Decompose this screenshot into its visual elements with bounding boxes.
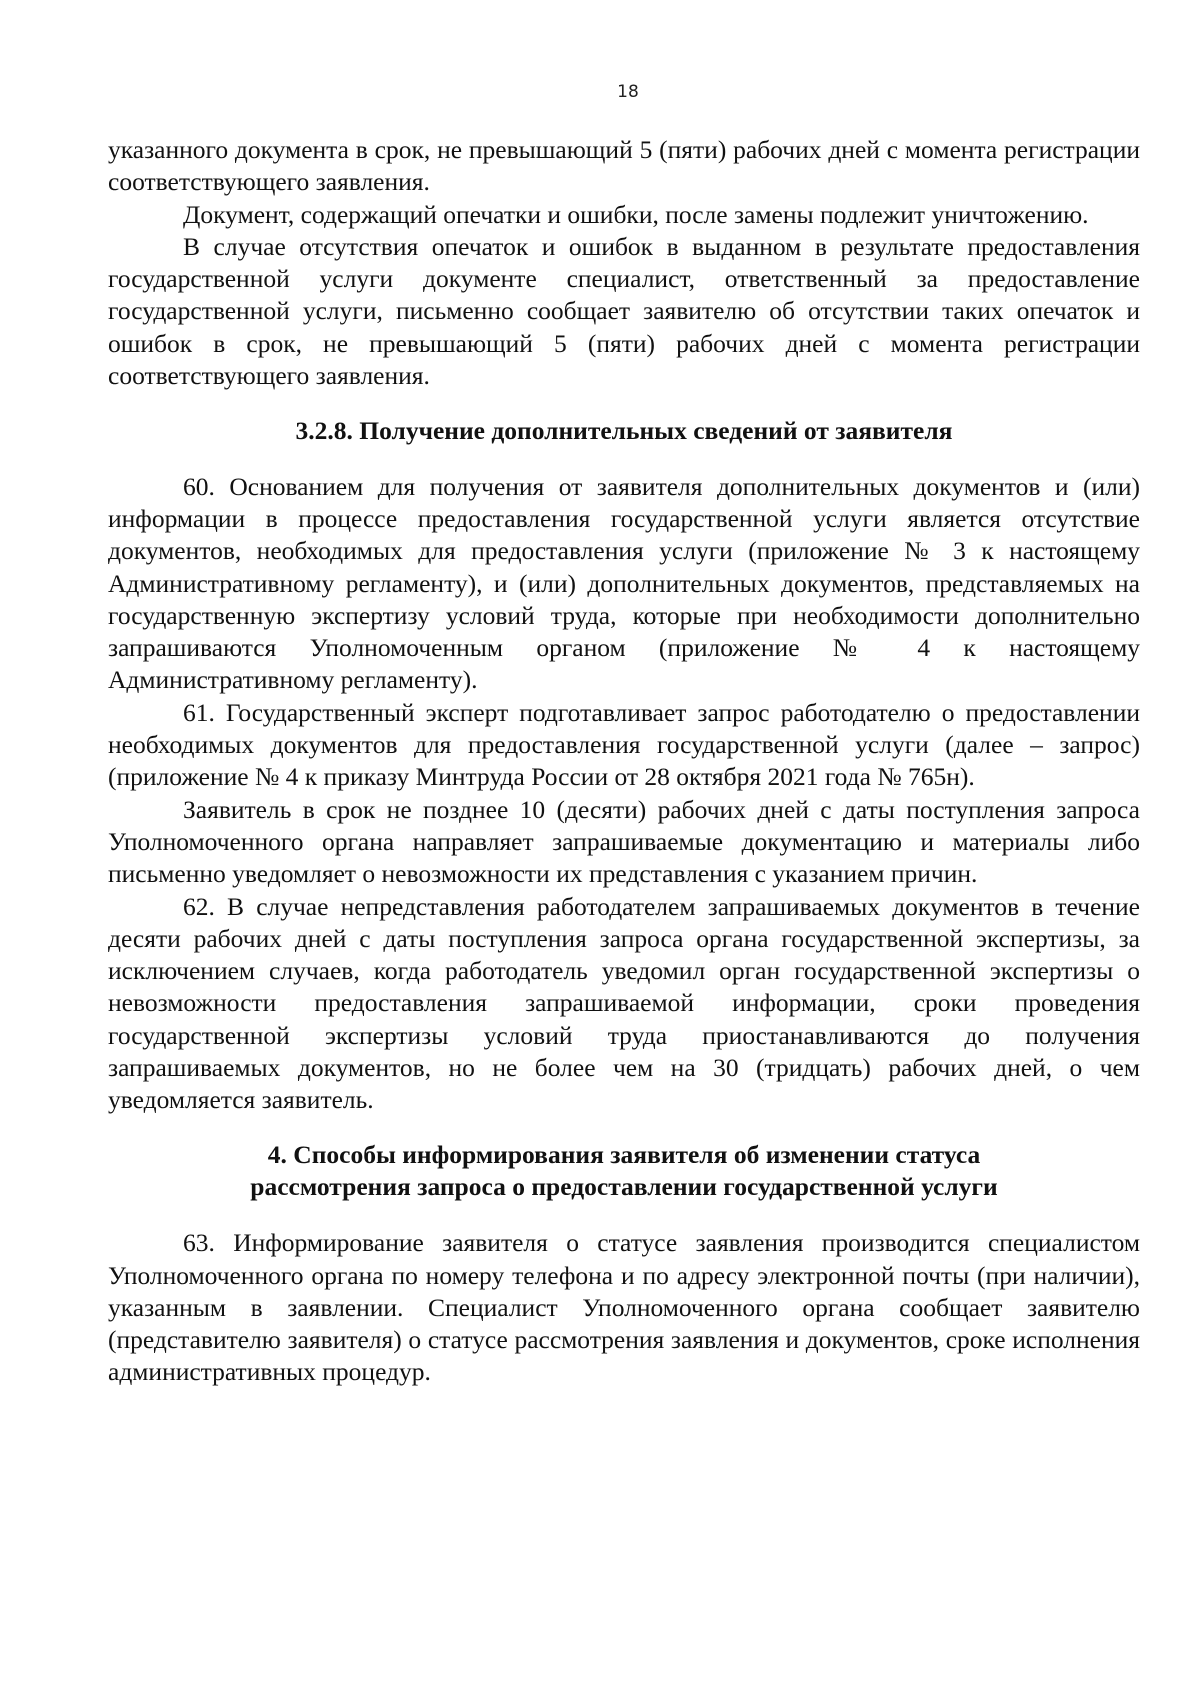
paragraph-applicant-deadline: Заявитель в срок не позднее 10 (десяти) рабочих дней с даты поступления запроса Уполномоченного органа направляет запрашиваемые документацию и материалы либо письменно уведомляет о невозможности их представления с указанием причин. — [108, 794, 1140, 889]
section-heading-4-line2: рассмотрения запроса о предоставлении государственной услуги — [250, 1171, 998, 1201]
paragraph-document-destruction: Документ, содержащий опечатки и ошибки, после замены подлежит уничтожению. — [183, 199, 1089, 229]
spacer — [108, 448, 1140, 471]
paragraph-61: 61. Государственный эксперт подготавливает запрос работодателю о предоставлении необходимых документов для предоставления государственной услуги (далее – запрос) (приложение № 4 к приказу Минтруда России от 28 октября 2021 года № 765н). — [108, 697, 1140, 792]
page-number: 18 — [617, 82, 639, 102]
paragraph-62: 62. В случае непредставления работодателем запрашиваемых документов в течение десяти рабочих дней с даты поступления запроса органа государственной экспертизы, за исключением случаев, когда работодатель уведомил орган государственной экспертизы о невозможности предоставления запрашиваемой информации, сроки проведения государственной экспертизы условий труда приостанавливаются до получения запрашиваемых документов, но не более чем на 30 (тридцать) рабочих дней, о чем уведомляется заявитель. — [108, 891, 1140, 1115]
paragraph-continuation: указанного документа в срок, не превышающий 5 (пяти) рабочих дней с момента регистрации соответствующего заявления. — [108, 135, 1140, 197]
paragraph-60: 60. Основанием для получения от заявителя дополнительных документов и (или) информации в процессе предоставления государственной услуги является отсутствие документов, необходимых для предоставления услуги (приложение № 3 к настоящему Административному регламенту), и (или) дополнительных документов, представляемых на государственную экспертизу условий труда, которые при необходимости дополнительно запрашиваются Уполномоченным органом (приложение № 4 к настоящему Административному регламенту). — [108, 471, 1140, 695]
paragraph-63: 63. Информирование заявителя о статусе заявления производится специалистом Уполномоченного органа по номеру телефона и по адресу электронной почты (при наличии), указанным в заявлении. Специалист Уполномоченного органа сообщает заявителю (представителю заявителя) о статусе рассмотрения заявления и документов, сроке исполнения административных процедур. — [108, 1228, 1140, 1387]
page-content — [108, 134, 1140, 1389]
section-heading-4-line1: 4. Способы информирования заявителя об изменении статуса — [267, 1139, 981, 1169]
spacer — [108, 1203, 1140, 1227]
spacer — [108, 1117, 1140, 1139]
section-heading-4 — [108, 1139, 1140, 1204]
section-heading-3-2-8: 3.2.8. Получение дополнительных сведений от заявителя — [295, 416, 953, 446]
spacer — [108, 392, 1140, 415]
paragraph-no-errors: В случае отсутствия опечаток и ошибок в выданном в результате предоставления государственной услуги документе специалист, ответственный за предоставление государственной услуги, письменно сообщает заявителю об отсутствии таких опечаток и ошибок в срок, не превышающий 5 (пяти) рабочих дней с момента регистрации соответствующего заявления. — [108, 231, 1140, 391]
